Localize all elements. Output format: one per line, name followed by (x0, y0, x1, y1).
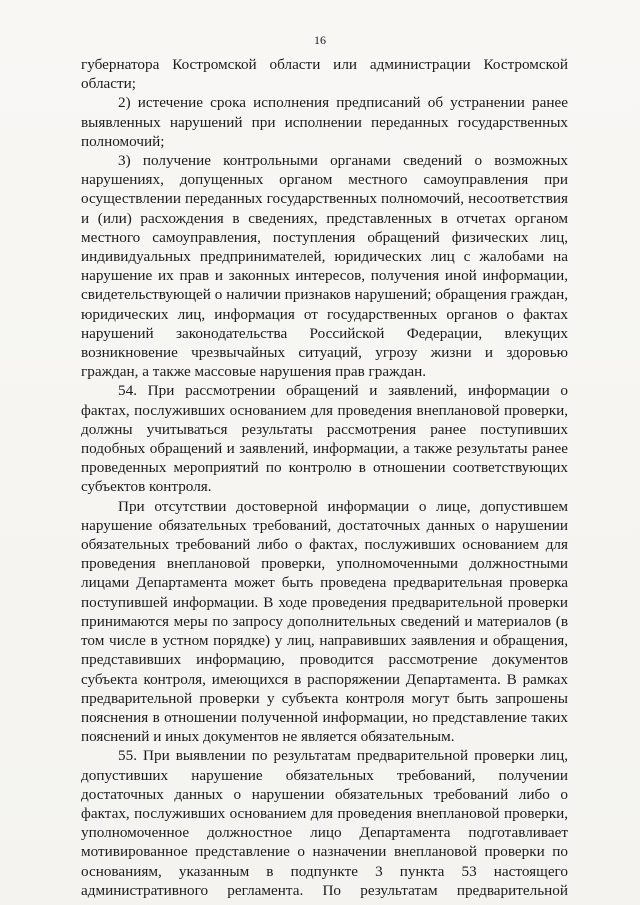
paragraph-item-3: 3) получение контрольными органами сведений о возможных нарушениях, допущенных органом местного самоуправления при осуществлении переданных государственных полномочий, несоответствия и (или) расхождения в сведениях, представленных в отчетах органом местного самоуправления, поступления обращений физических лиц, индивидуальных предпринимателей, юридических лиц с жалобами на нарушение их прав и законных интересов, получения иной информации, свидетельствующей о наличии признаков нарушений; обращения граждан, юридических лиц, информация от государственных органов о фактах нарушений законодательства Российской Федерации, влекущих возникновение чрезвычайных ситуаций, угрозу жизни и здоровью граждан, а также массовые нарушения прав граждан. (81, 152, 568, 381)
paragraph-item-2: 2) истечение срока исполнения предписаний об устранении ранее выявленных нарушений при исполнении переданных государственных полномочий; (81, 94, 568, 150)
page-number: 16 (314, 33, 326, 47)
document-body (81, 55, 568, 900)
paragraph-55: 55. При выявлении по результатам предварительной проверки лиц, допустивших нарушение обязательных требований, получении достаточных данных о нарушении обязательных требований либо о фактах, послуживших основанием для проведения внеплановой проверки, уполномоченное должностное лицо Департамента подготавливает мотивированное представление о назначении внеплановой проверки по основаниям, указанным в подпункте 3 пункта 53 настоящего административного регламента. По результатам предварительной (81, 747, 568, 899)
paragraph-54: 54. При рассмотрении обращений и заявлений, информации о фактах, послуживших основанием для проведения внеплановой проверки, должны учитываться результаты рассмотрения ранее поступивших подобных обращений и заявлений, информации, а также результаты ранее проведенных мероприятий по контролю в отношении соответствующих субъектов контроля. (81, 382, 568, 496)
paragraph-governor-continuation: губернатора Костромской области или администрации Костромской области; (81, 56, 568, 93)
paragraph-preliminary-check: При отсутствии достоверной информации о лице, допустившем нарушение обязательных требований, достаточных данных о нарушении обязательных требований либо о фактах, послуживших основанием для проведения внеплановой проверки, уполномоченными должностными лицами Департамента может быть проведена предварительная проверка поступившей информации. В ходе проведения предварительной проверки принимаются меры по запросу дополнительных сведений и материалов (в том числе в устном порядке) у лиц, направивших заявления и обращения, представивших информацию, проводится рассмотрение документов субъекта контроля, имеющихся в распоряжении Департамента. В рамках предварительной проверки у субъекта контроля могут быть запрошены пояснения в отношении полученной информации, но представление таких пояснений и иных документов не является обязательным. (81, 497, 568, 746)
